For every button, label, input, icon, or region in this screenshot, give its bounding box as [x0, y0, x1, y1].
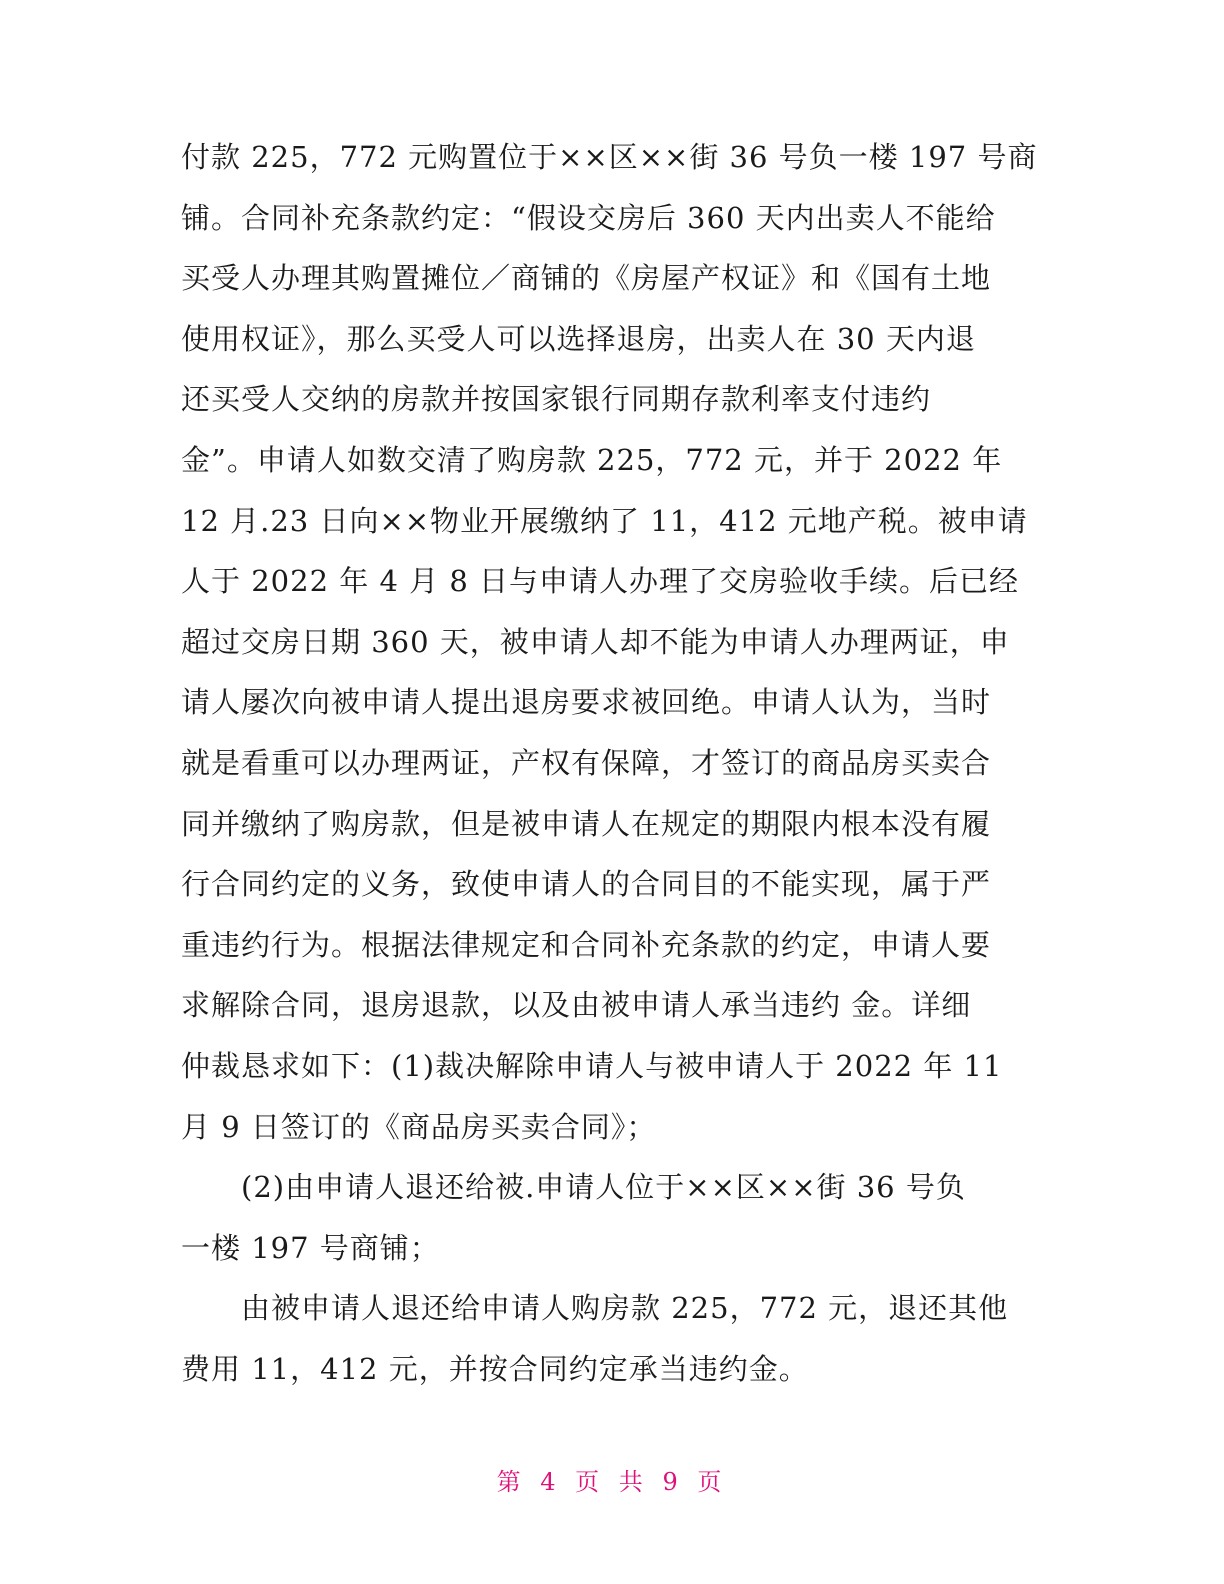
text-line: (2)由申请人退还给被.申请人位于××区××街 36 号负 [241, 1170, 966, 1205]
text-line: 月 9 日签订的《商品房买卖合同》； [181, 1109, 657, 1144]
text-line: 一楼 197 号商铺； [181, 1230, 440, 1265]
text-line: 金”。申请人如数交清了购房款 225，772 元，并于 2022 年 [181, 442, 1003, 477]
text-line: 付款 225，772 元购置位于××区××街 36 号负一楼 197 号商 [181, 140, 1038, 174]
text-line: 就是看重可以办理两证，产权有保障，才签订的商品房买卖合 [181, 745, 992, 780]
text-line: 费用 11，412 元，并按合同约定承当违约金。 [181, 1351, 809, 1386]
text-line: 人于 2022 年 4 月 8 日与申请人办理了交房验收手续。后已经 [181, 564, 1020, 599]
text-line: 请人屡次向被申请人提出退房要求被回绝。申请人认为，当时 [181, 685, 992, 720]
text-line: 买受人办理其购置摊位／商铺的《房屋产权证》和《国有土地 [181, 261, 992, 296]
text-line: 还买受人交纳的房款并按国家银行同期存款利率支付违约 [181, 382, 932, 417]
text-line: 行合同约定的义务，致使申请人的合同目的不能实现，属于严 [181, 867, 992, 902]
text-line: 使用权证》，那么买受人可以选择退房，出卖人在 30 天内退 [181, 321, 976, 356]
text-line: 同并缴纳了购房款，但是被申请人在规定的期限内根本没有履 [181, 806, 992, 841]
text-line: 超过交房日期 360 天，被申请人却不能为申请人办理两证，申 [181, 624, 1010, 659]
text-line: 由被申请人退还给申请人购房款 225，772 元，退还其他 [241, 1291, 1009, 1326]
page-number-footer: 第 4 页 共 9 页 [496, 1468, 728, 1496]
text-line: 12 月.23 日向××物业开展缴纳了 11，412 元地产税。被申请 [181, 503, 1028, 538]
text-line: 仲裁恳求如下：(1)裁决解除申请人与被申请人于 2022 年 11 [181, 1048, 1003, 1083]
text-line: 求解除合同，退房退款，以及由被申请人承当违约 金。详细 [181, 988, 972, 1023]
text-line: 重违约行为。根据法律规定和合同补充条款的约定，申请人要 [181, 927, 992, 962]
text-line: 铺。合同补充条款约定：“假设交房后 360 天内出卖人不能给 [181, 200, 996, 235]
document-body [181, 127, 1041, 1399]
